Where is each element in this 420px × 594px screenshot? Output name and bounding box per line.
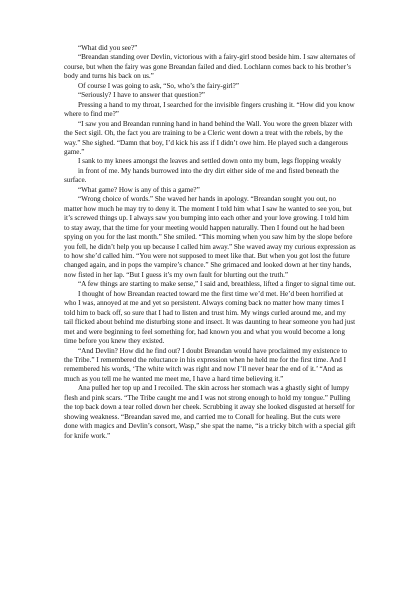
paragraph: “And Devlin? How did he find out? I doubt Breandan would have proclaimed my existence to the Tribe.” I remembered the reluctance in his expression when he held me for the first time. And I remembered his words, ‘The white witch was right and now I’ll never hear the end of it.’ “And as much as you tell me he wanted me meet me, I have a hard time believing it.” [64, 346, 348, 383]
paragraph: I sank to my knees amongst the leaves and settled down onto my bum, legs flopping weakly [78, 157, 342, 166]
paragraph: “What game? How is any of this a game?” [78, 185, 200, 194]
paragraph: “Breandan standing over Devlin, victorious with a fairy-girl stood beside him. I saw alternates of course, but when the fairy was gone Breandan failed and died. Lochlann comes back to his brother’s body and turns his back on us.” [64, 53, 356, 81]
paragraph: “Seriously? I have to answer that question?” [78, 91, 205, 100]
paragraph: “What did you see?” [78, 44, 138, 52]
paragraph: Pressing a hand to my throat, I searched for the invisible fingers crushing it. “How did you know where to find me?” [64, 100, 355, 119]
paragraph: in front of me. My hands burrowed into the dry dirt either side of me and fisted beneath the surface. [64, 166, 339, 185]
paragraph: “I saw you and Breandan running hand in hand behind the Wall. You wore the green blazer with the Sect sigil. Oh, the fact you are training to be a Cleric went down a treat with the rebels, by the way.” She sighed. “Damn that boy, I’d kick his ass if I didn’t owe him. He played such a dangerous game.” [64, 119, 353, 156]
paragraph: Of course I was going to ask, “So, who’s the fairy-girl?” [78, 81, 240, 90]
paragraph: “A few things are starting to make sense,” I said and, breathless, lifted a finger to signal time out. [78, 280, 356, 289]
paragraph: Ana pulled her top up and I recoiled. The skin across her stomach was a ghastly sight of lumpy flesh and pink scars. “The Tribe caught me and I was not strong enough to hold my tongue.” Pulling the top back down a tear rolled down her cheek. Scrubbing it away she looked disgusted at herself for showing weakness. “Breandan saved me, and carried me to Conall for healing. But the cuts were done with magics and Devlin’s consort, Wasp,” she spat the name, “is a tricky bitch with a special gift for knife work.” [64, 384, 356, 440]
book-page [64, 44, 356, 441]
paragraph: I thought of how Breandan reacted toward me the first time we’d met. He’d been horrified at who I was, annoyed at me and yet so persistent. Always coming back no matter how many times I told him to back off, so sure that I had to listen and trust him. My wings curled around me, and my tail flicked about behind me disturbing stone and insect. It was daunting to hear someone you had just met and were beginning to feel something for, had known you and what you would become a long time before you knew they existed. [64, 289, 356, 346]
paragraph: “Wrong choice of words.” She waved her hands in apology. “Breandan sought you out, no matter how much he may try to deny it. The moment I told him what I saw he wanted to see you, but it’s screwed things up. I always saw you bumping into each other and your love growing. I told him to stay away, that the time for your meeting would happen naturally. Then I found out he had been spying on you for the last month.” She smiled. “This morning when you saw him by the slope before you fell, he didn’t help you up because I called him away.” She waved away my curious expression as to how she’d called him. “You were not supposed to meet like that. But when you got lost the future changed again, and in pops the vampire’s chance.” She grimaced and looked down at her tiny hands, now fisted in her lap. “But I guess it’s my own fault for blurting out the truth.” [64, 195, 356, 279]
